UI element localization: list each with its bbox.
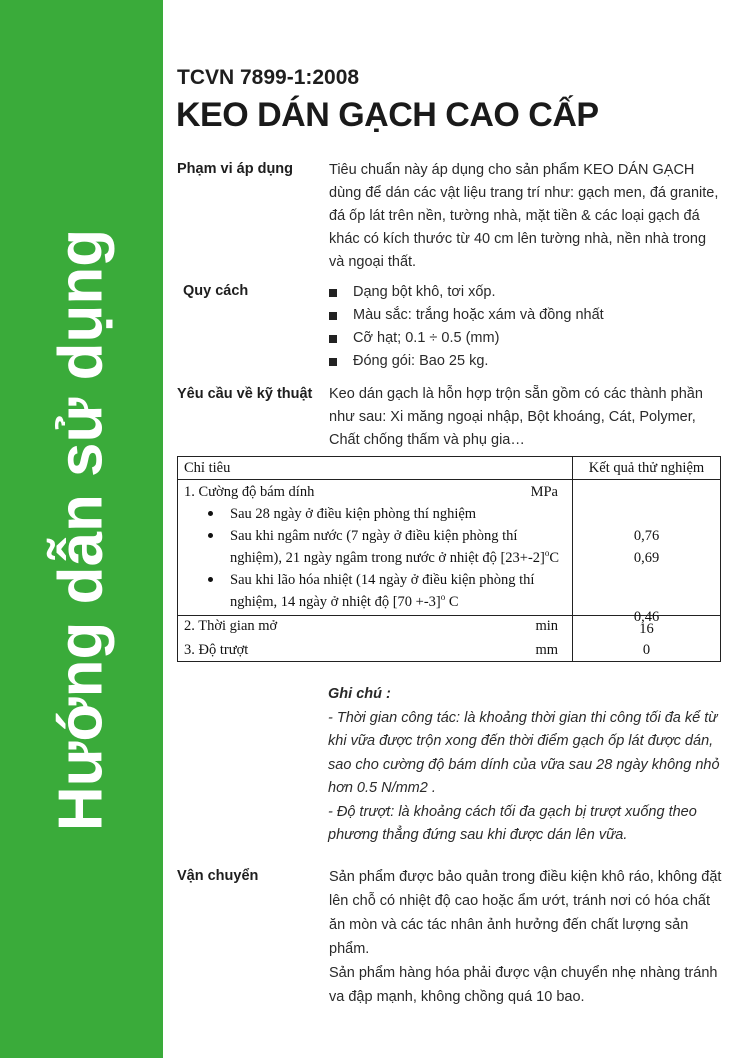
- row1-sub3-value: 0,46: [633, 609, 660, 625]
- square-bullet-icon: [329, 312, 337, 320]
- sidebar-title: Hướng dẫn sử dụng: [46, 228, 116, 832]
- list-item: Đóng gói: Bao 25 kg.: [329, 350, 604, 373]
- bullet-dot-icon: [208, 511, 213, 516]
- sidebar-band: [0, 0, 163, 1058]
- standard-code: TCVN 7899-1:2008: [177, 66, 360, 89]
- list-item: Dạng bột khô, tơi xốp.: [329, 281, 604, 304]
- row2-criteria: [178, 616, 573, 641]
- row1-criteria: [178, 480, 573, 616]
- requirements-label: Yêu cầu về kỹ thuật: [177, 386, 313, 402]
- table-header-row: [178, 457, 721, 480]
- header-result: Kết quả thử nghiệm: [573, 457, 721, 480]
- notes-title: Ghi chú :: [328, 686, 391, 702]
- row1-sub3: Sau khi lão hóa nhiệt (14 ngày ở điều kiện phòng thí nghiệm, 14 ngày ở nhiệt độ $[70 +-3]^o$ C: [184, 569, 566, 613]
- list-item: Cỡ hạt; 0.1 ÷ 0.5 (mm): [329, 327, 604, 350]
- spec-format-label: Quy cách: [183, 283, 249, 299]
- table-row: [178, 640, 721, 662]
- row1-sub1-value: 0,76: [633, 528, 660, 544]
- notes-line-1: - Thời gian công tác: là khoảng thời gian thi công tối đa kể từ khi vữa được trộn xong đến thời điểm gạch ốp lát được dán, sao cho cường độ bám dính của vữa sau 28 ngày không nhỏ hơn 0.5 N/mm2 .: [328, 709, 720, 796]
- transport-text-1: Sản phẩm được bảo quản trong điều kiện khô ráo, không đặt lên chỗ có nhiệt độ cao hoặc ẩm ướt, tránh nơi có hóa chất ăn mòn và các tác nhân ảnh hưởng đến chất lượng sản phẩm.: [329, 869, 722, 957]
- header-criteria: Chỉ tiêu: [178, 457, 573, 480]
- square-bullet-icon: [329, 358, 337, 366]
- row3-result: [573, 640, 721, 662]
- row3-label: 3. Độ trượt: [184, 642, 249, 658]
- transport-label: Vận chuyển: [177, 868, 259, 884]
- transport-text: [329, 865, 724, 1009]
- scope-label: Phạm vi áp dụng: [177, 161, 294, 177]
- notes: [328, 683, 728, 848]
- page-title: KEO DÁN GẠCH CAO CẤP: [176, 96, 599, 134]
- table-row: [178, 480, 721, 616]
- bullet-dot-icon: [208, 577, 213, 582]
- bullet-dot-icon: [208, 533, 213, 538]
- row1-results: [573, 480, 721, 625]
- spec-format-list: [329, 281, 604, 373]
- scope-text: Tiêu chuẩn này áp dụng cho sản phẩm KEO DÁN GẠCH dùng để dán các vật liệu trang trí như: gạch men, đá granite, đá ốp lát trên nền, tường nhà, mặt tiền & các loại gạch đá khác có kích thước từ 40 cm lên tường nhà, nền nhà trong và ngoại thất.: [329, 162, 719, 270]
- requirements-text: Keo dán gạch là hỗn hợp trộn sẵn gồm có các thành phần như sau: Xi măng ngoại nhập, Bột khoáng, Cát, Polymer, Chất chống thấm và phụ gia…: [329, 386, 703, 448]
- row1-sub1: Sau 28 ngày ở điều kiện phòng thí nghiệm: [184, 503, 566, 525]
- row1-unit: MPa: [530, 484, 558, 500]
- row3-unit: mm: [535, 642, 558, 658]
- row3-value: 0: [642, 642, 651, 658]
- transport-text-2: Sản phẩm hàng hóa phải được vận chuyển nhẹ nhàng tránh va đập mạnh, không chồng quá 10 bao.: [329, 965, 718, 1005]
- spec-table: [177, 456, 721, 662]
- row2-unit: min: [535, 618, 558, 634]
- notes-line-2: - Độ trượt: là khoảng cách tối đa gạch bị trượt xuống theo phương thẳng đứng sau khi được dán lên vữa.: [328, 803, 697, 843]
- row2-value: 16: [639, 621, 654, 637]
- row1-sub2-value: 0,69: [633, 550, 660, 566]
- list-item: Màu sắc: trắng hoặc xám và đồng nhất: [329, 304, 604, 327]
- square-bullet-icon: [329, 335, 337, 343]
- row2-label: 2. Thời gian mở: [184, 618, 278, 634]
- square-bullet-icon: [329, 289, 337, 297]
- row1-sub2: Sau khi ngâm nước (7 ngày ở điều kiện phòng thí nghiệm), 21 ngày ngâm trong nước ở nhiệt độ $[23+-2]^oC$: [184, 525, 566, 569]
- row1-label: 1. Cường độ bám dính: [184, 484, 315, 500]
- row3-criteria: [178, 640, 573, 662]
